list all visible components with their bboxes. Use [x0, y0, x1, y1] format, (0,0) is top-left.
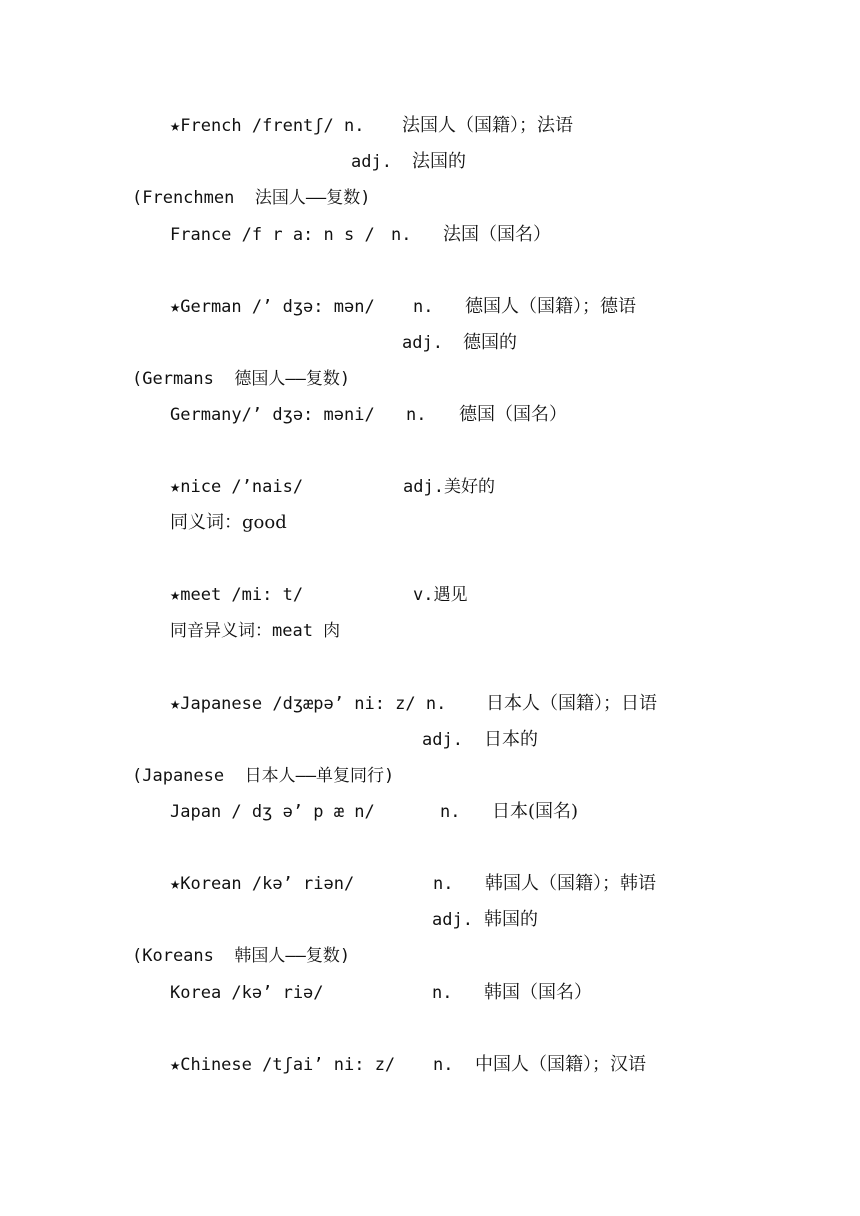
- entry-note-japanese: (Japanese 日本人——单复同行): [132, 766, 395, 786]
- entry-note-german: (Germans 德国人——复数): [132, 369, 351, 389]
- entry-note-french: (Frenchmen 法国人——复数): [132, 188, 371, 208]
- entry-meaning-french: 法国人（国籍）；法语: [402, 115, 573, 136]
- entry-pos-german: n.: [413, 297, 434, 317]
- entry-word-chinese: ★Chinese /tʃai’ ni: z/: [170, 1055, 396, 1075]
- entry-extra-meet: 同音异义词：meat 肉: [170, 621, 341, 641]
- entry-country-french: France /f r a: n s /: [170, 225, 375, 245]
- entry-adj-meaning-french: 法国的: [412, 151, 466, 172]
- entry-adj-japanese: adj.: [422, 730, 463, 750]
- entry-pos-meet: v.遇见: [413, 585, 468, 605]
- entry-country-meaning-korean: 韩国（国名）: [484, 982, 592, 1003]
- entry-pos-chinese: n.: [433, 1055, 454, 1075]
- entry-extra-nice: 同义词：good: [170, 512, 287, 533]
- entry-adj-meaning-german: 德国的: [463, 332, 517, 353]
- entry-meaning-chinese: 中国人（国籍）；汉语: [475, 1054, 646, 1075]
- entry-country-german: Germany/’ dʒə: məni/: [170, 405, 375, 425]
- entry-word-korean: ★Korean /kə’ riən/: [170, 874, 355, 894]
- entry-meaning-korean: 韩国人（国籍）；韩语: [485, 873, 656, 894]
- entry-word-french: ★French /frentʃ/ n.: [170, 116, 365, 136]
- entry-country-pos-korean: n.: [432, 983, 453, 1003]
- entry-word-nice: ★nice /’nais/: [170, 477, 304, 497]
- entry-adj-german: adj.: [402, 333, 443, 353]
- entry-meaning-japanese: 日本人（国籍）；日语: [486, 693, 657, 714]
- entry-country-pos-japanese: n.: [440, 802, 461, 822]
- entry-country-meaning-japanese: 日本(国名): [492, 801, 579, 822]
- entry-note-korean: (Koreans 韩国人——复数): [132, 946, 351, 966]
- entry-country-japanese: Japan / dʒ ə’ p æ n/: [170, 802, 375, 822]
- entry-country-pos-german: n.: [406, 405, 427, 425]
- entry-word-japanese: ★Japanese /dʒæpə’ ni: z/ n.: [170, 694, 447, 714]
- entry-adj-meaning-japanese: 日本的: [484, 729, 538, 750]
- entry-adj-french: adj.: [351, 152, 392, 172]
- entry-pos-nice: adj.美好的: [403, 477, 495, 497]
- entry-country-pos-french: n.: [391, 225, 412, 245]
- entry-country-meaning-german: 德国（国名）: [459, 404, 567, 425]
- entry-country-meaning-french: 法国（国名）: [443, 224, 551, 245]
- entry-adj-korean: adj.: [432, 910, 473, 930]
- entry-country-korean: Korea /kə’ riə/: [170, 983, 324, 1003]
- entry-pos-korean: n.: [433, 874, 454, 894]
- entry-word-meet: ★meet /mi: t/: [170, 585, 304, 605]
- entry-word-german: ★German /’ dʒə: mən/: [170, 297, 375, 317]
- entry-meaning-german: 德国人（国籍）；德语: [465, 296, 636, 317]
- entry-adj-meaning-korean: 韩国的: [484, 909, 538, 930]
